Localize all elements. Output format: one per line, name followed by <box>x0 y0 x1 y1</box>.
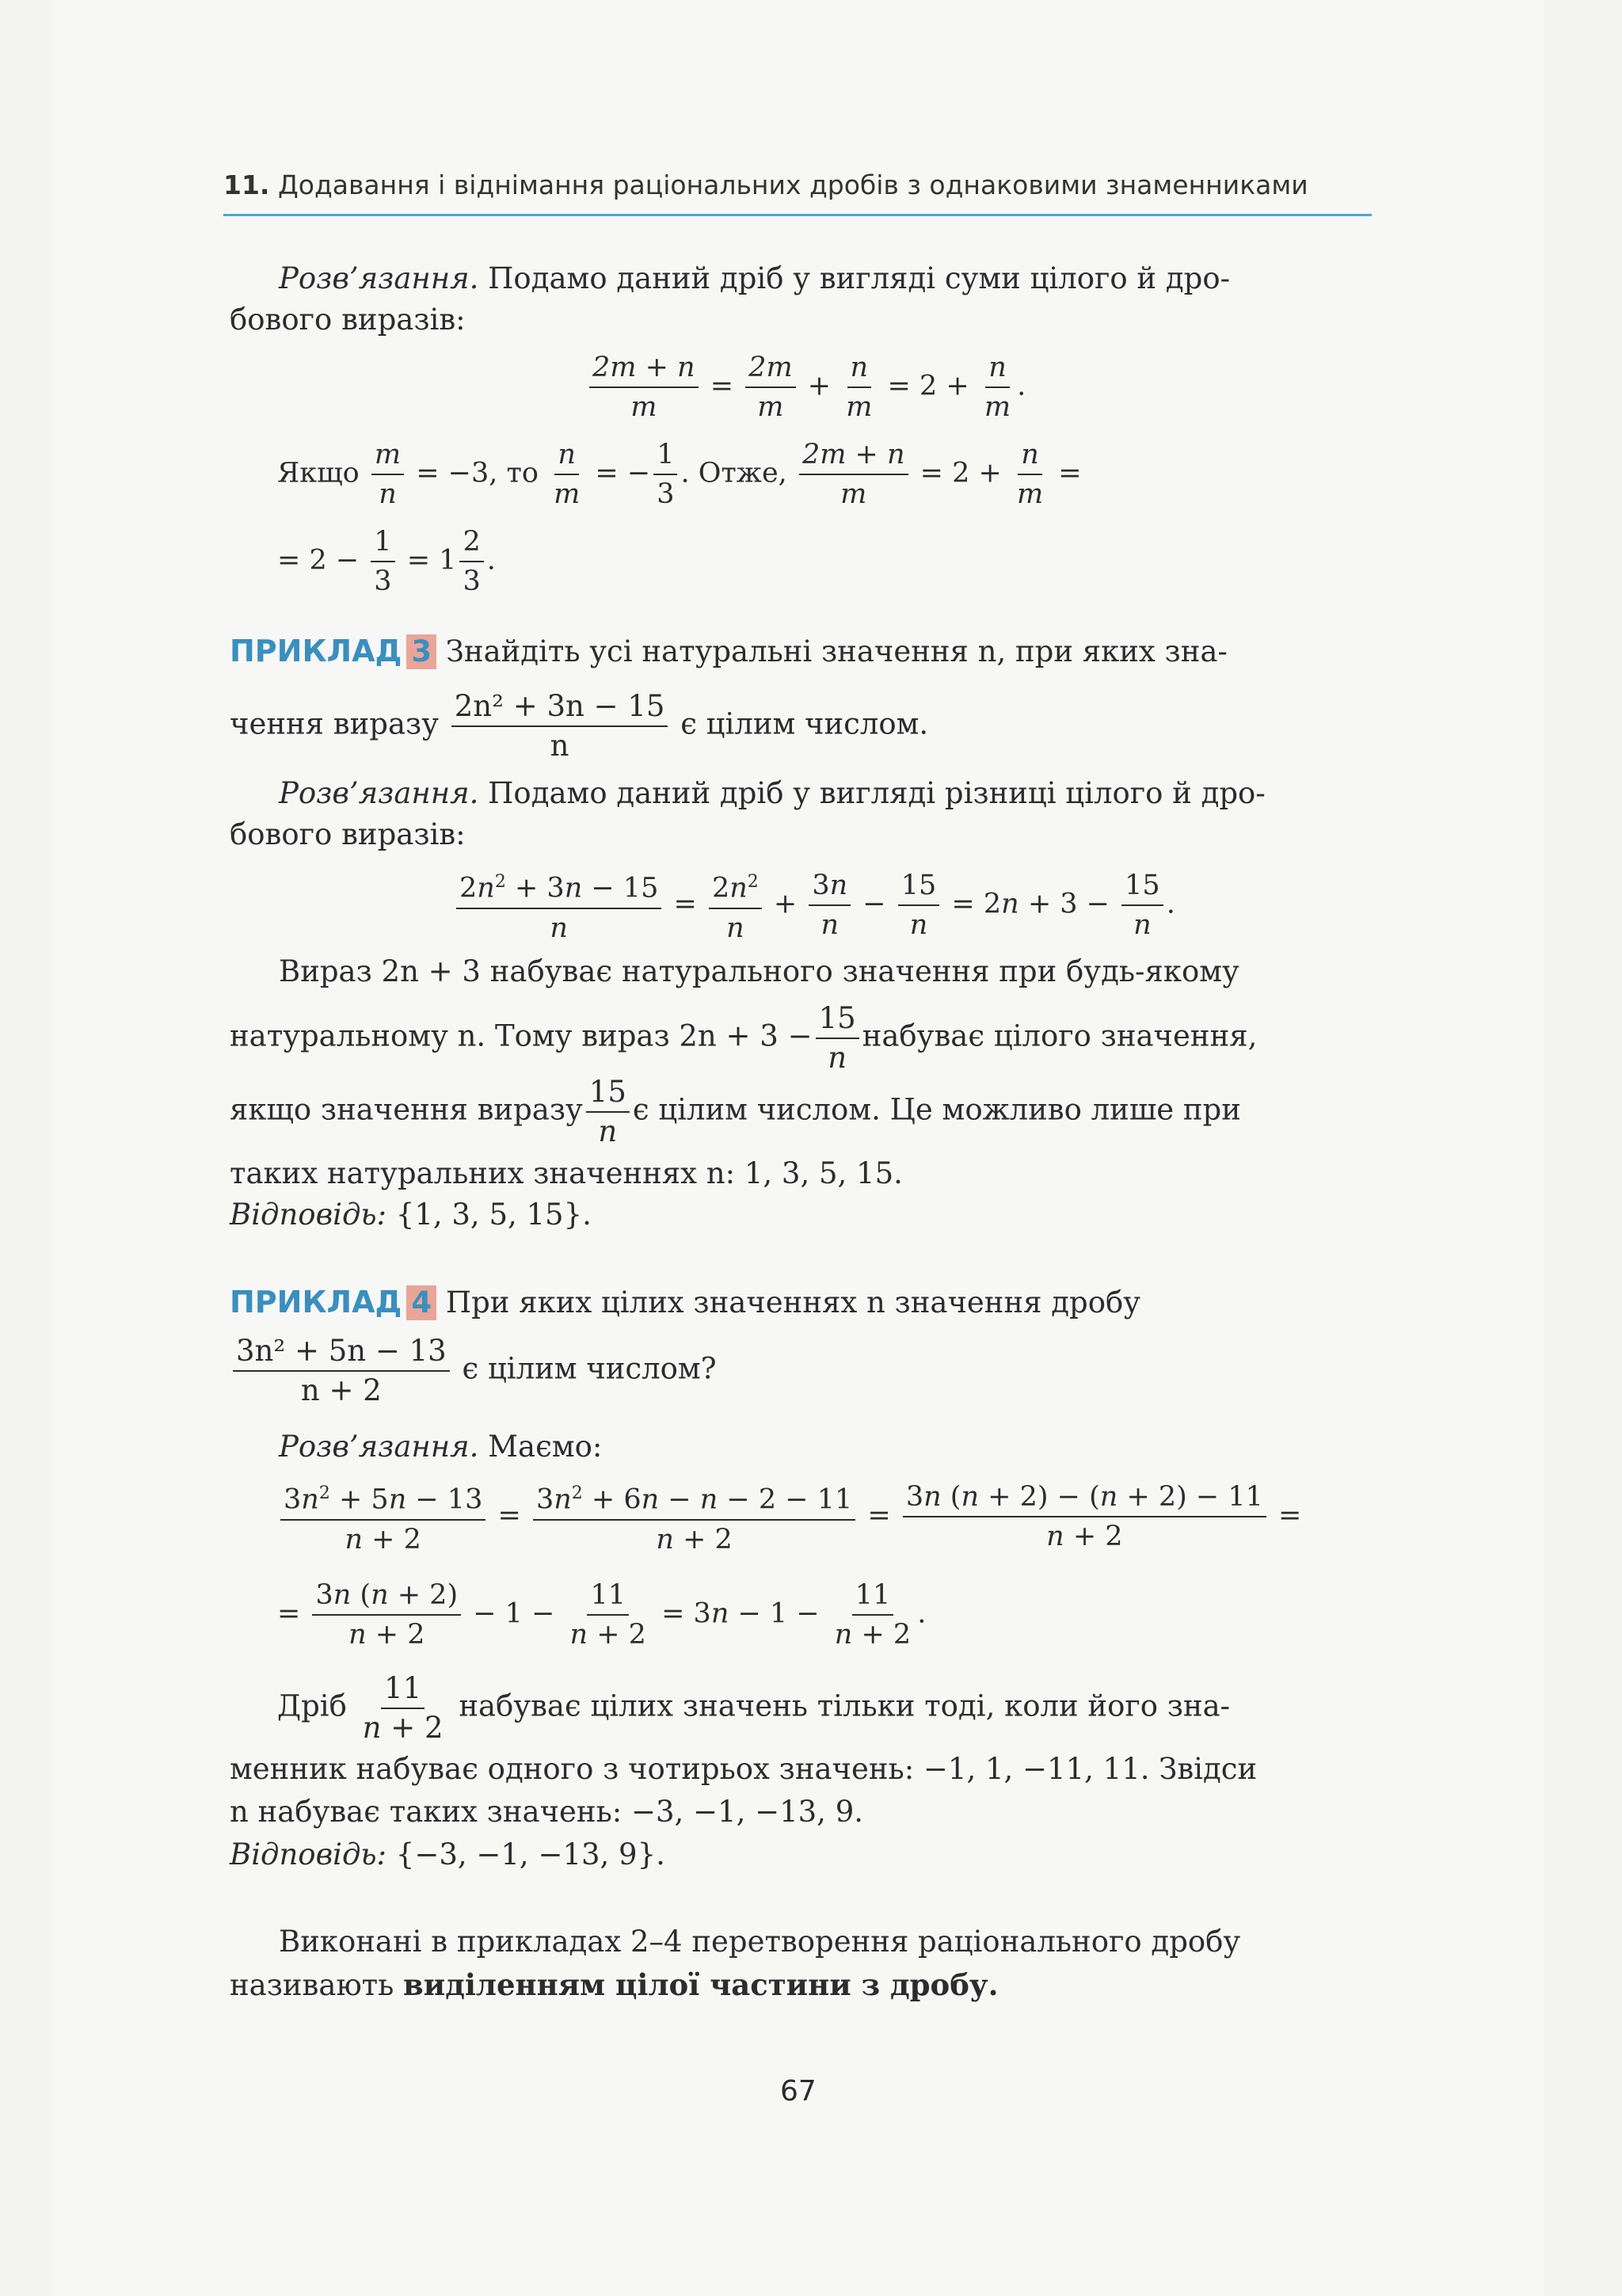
ex4-paragraph-2: менник набуває одного з чотирьох значень: −1, 1, −11, 11. Звідси <box>230 1752 1258 1786</box>
example-number-badge: 4 <box>406 1285 436 1320</box>
fraction-numerator: 3n² + 5n − 13 <box>233 1332 450 1372</box>
example-label: ПРИКЛАД <box>230 634 402 668</box>
example-4-heading <box>230 1285 1378 1320</box>
solution-text: Подамо даний дріб у вигляді різниці цілого й дро- <box>478 776 1266 810</box>
ex2-equation-1: $\frac{2m + n}{m}$ = $\frac{2m}{m}$ + $\frac{n}{m}$ = 2 + $\frac{n}{m}$ . <box>586 348 1026 426</box>
ex3-solution-line <box>279 776 1427 811</box>
solution-text: Маємо: <box>478 1430 603 1464</box>
answer-value: {1, 3, 5, 15}. <box>386 1197 592 1232</box>
example-3-heading <box>230 634 1378 669</box>
section-number: 11. <box>223 169 270 200</box>
fraction-denominator: n <box>550 729 569 763</box>
fraction-denominator: n + 2 <box>300 1373 382 1407</box>
ex4-solution-line <box>279 1430 1427 1464</box>
running-header <box>223 169 1372 200</box>
fraction-numerator: 2n² + 3n − 15 <box>451 687 668 727</box>
ex3-solution-line2: бового виразів: <box>230 817 466 851</box>
page-number: 67 <box>780 2075 817 2108</box>
ex3-paragraph-1: Вираз 2n + 3 набуває натурального значення при будь-якому <box>279 954 1239 988</box>
text: набуває цілого значення, <box>862 1019 1258 1053</box>
ex3-paragraph-2: натуральному n. Тому вираз 2n + 3 − $\frac{15}{n}$ набуває цілого значення, <box>230 1001 1258 1075</box>
text: набуває цілих значень тільки тоді, коли його зна- <box>459 1689 1231 1723</box>
ex3-equation: $\frac{2n^2 + 3n - 15}{n}$ = $\frac{2n^2}{n}$ + $\frac{3n}{n}$ − $\frac{15}{n}$ = 2n + 3 − $\frac{15}{n}$ . <box>453 863 1175 947</box>
text: якщо значення виразу <box>230 1092 583 1127</box>
text: чення виразу <box>230 706 439 741</box>
text: є цілим числом. <box>680 706 929 741</box>
example-3-line2 <box>230 687 928 765</box>
ex2-equation-2: Якщо $\frac{m}{n}$ = −3, то $\frac{n}{m}$ = − $\frac{1}{3}$ . Отже, $\frac{2m + n}{m}$ = 2 + $\frac{n}{m}$ = <box>277 436 1082 513</box>
closing-line-1: Виконані в прикладах 2–4 перетворення раціонального дробу <box>279 1925 1241 1959</box>
header-rule <box>223 214 1372 216</box>
text: Дріб <box>277 1689 347 1723</box>
ex4-equation-1: $\frac{3n^2 + 5n - 13}{n + 2}$ = $\frac{3n^2 + 6n - n - 2 - 11}{n + 2}$ = $\frac{3n (n + 2) - (n + 2) - 11}{n + 2}$ = <box>277 1475 1301 1559</box>
text: є цілим числом. Це можливо лише при <box>632 1092 1241 1127</box>
solution-label: Розв’язання. <box>279 776 479 810</box>
ex4-answer <box>230 1837 1378 1872</box>
ex2-solution-line <box>279 261 1427 296</box>
answer-label: Відповідь: <box>230 1837 387 1871</box>
term-bold: виділенням цілої частини з дробу. <box>403 1967 999 2002</box>
example-text: При яких цілих значеннях n значення дробу <box>436 1285 1141 1319</box>
ex4-equation-2: = $\frac{3n (n + 2)}{n + 2}$ − 1 − $\frac{11}{n + 2}$ = 3n − 1 − $\frac{11}{n + 2}$ . <box>277 1576 926 1654</box>
ex3-answer <box>230 1197 1378 1232</box>
answer-value: {−3, −1, −13, 9}. <box>386 1837 665 1871</box>
closing-line-2 <box>230 1967 1378 2003</box>
example-number-badge: 3 <box>406 634 436 669</box>
solution-label: Розв’язання. <box>279 1430 479 1464</box>
ex4-paragraph-1: Дріб $\frac{11}{n + 2}$ набуває цілих значень тільки тоді, коли його зна- <box>277 1671 1231 1745</box>
example-label: ПРИКЛАД <box>230 1285 402 1319</box>
solution-text: Подамо даний дріб у вигляді суми цілого й дро- <box>478 261 1231 295</box>
text: натуральному n. Тому вираз 2n + 3 − <box>230 1019 813 1053</box>
solution-label: Розв’язання. <box>279 261 479 295</box>
ex2-equation-3: = 2 − $\frac{1}{3}$ = 1 $\frac{2}{3}$ . <box>277 523 496 600</box>
answer-label: Відповідь: <box>230 1197 387 1232</box>
text: є цілим числом? <box>462 1351 717 1386</box>
section-title: Додавання і віднімання раціональних дробів з однаковими знаменниками <box>277 169 1308 200</box>
text: називають <box>230 1968 404 2002</box>
ex4-paragraph-3: n набуває таких значень: −3, −1, −13, 9. <box>230 1795 863 1829</box>
example-text: Знайдіть усі натуральні значення n, при яких зна- <box>436 634 1228 668</box>
ex3-paragraph-4: таких натуральних значеннях n: 1, 3, 5, 15. <box>230 1156 903 1190</box>
example-4-line2 <box>230 1332 717 1410</box>
ex3-paragraph-3: якщо значення виразу $\frac{15}{n}$ є цілим числом. Це можливо лише при <box>230 1075 1241 1148</box>
ex2-solution-line2: бового виразів: <box>230 303 466 337</box>
